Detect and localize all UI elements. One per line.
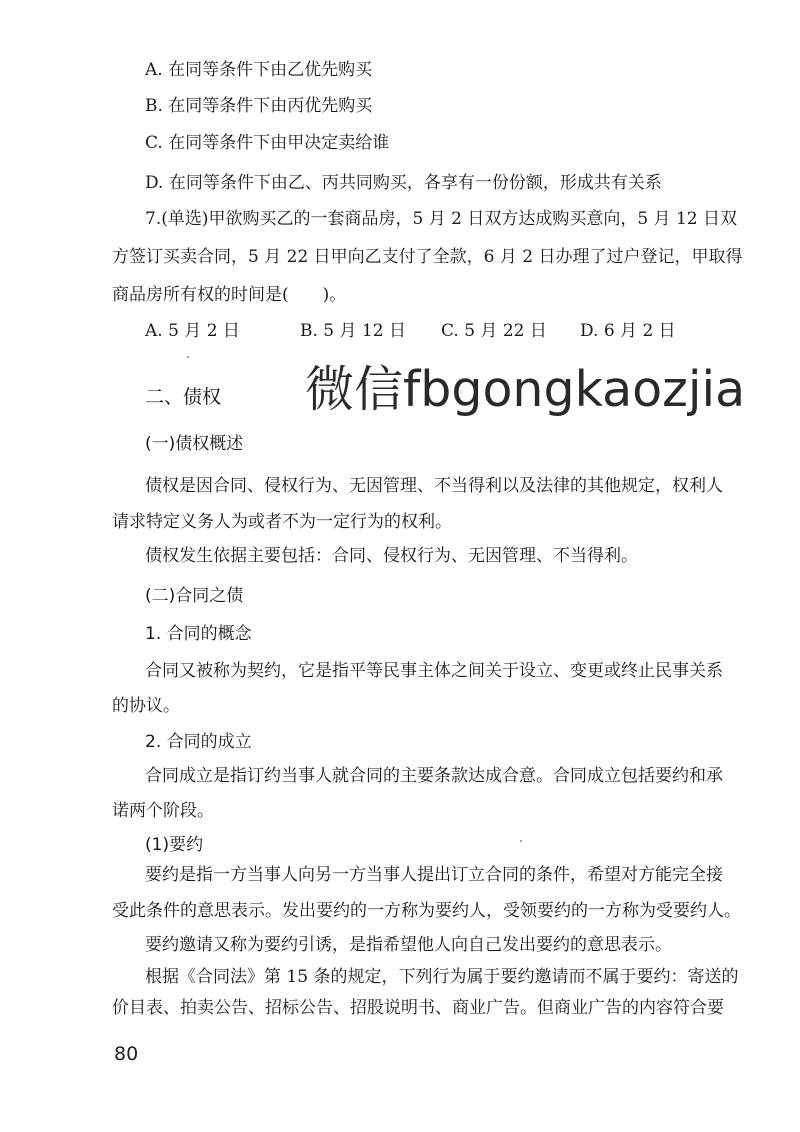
paragraph-1-line-1: 债权是因合同、侵权行为、无因管理、不当得利以及法律的其他规定，权利人 [145,476,723,496]
paragraph-2: 债权发生依据主要包括：合同、侵权行为、无因管理、不当得利。 [145,546,638,566]
scan-speck [520,840,522,842]
option-c: C. 在同等条件下由甲决定卖给谁 [145,133,390,153]
paragraph-1-line-2: 请求特定义务人为或者不为一定行为的权利。 [112,512,452,532]
item-1-title: 1. 合同的概念 [145,624,252,644]
question-7-line-3: 商品房所有权的时间是( )。 [112,285,347,305]
subsection-title-1: (一)债权概述 [145,434,244,454]
q7-option-c: C. 5 月 22 日 [441,321,547,341]
paragraph-6: 要约邀请又称为要约引诱，是指希望他人向自己发出要约的意思表示。 [145,935,672,955]
paragraph-5-line-2: 受此条件的意思表示。发出要约的一方称为要约人，受领要约的一方称为受要约人。 [112,901,741,921]
paragraph-3-line-1: 合同又被称为契约，它是指平等民事主体之间关于设立、变更或终止民事关系 [145,661,723,681]
subsection-title-2: (二)合同之债 [145,586,244,606]
scan-speck [187,356,189,358]
question-7-line-2: 方签订买卖合同，5 月 22 日甲向乙支付了全款，6 月 2 日办理了过户登记，甲取得 [112,247,743,267]
q7-option-d: D. 6 月 2 日 [580,321,676,341]
option-a: A. 在同等条件下由乙优先购买 [145,60,373,80]
paragraph-3-line-2: 的协议。 [112,696,180,716]
option-b: B. 在同等条件下由丙优先购买 [145,96,373,116]
paragraph-5-line-1: 要约是指一方当事人向另一方当事人提出订立合同的条件，希望对方能完全接 [145,865,723,885]
option-d: D. 在同等条件下由乙、丙共同购买，各享有一份份额，形成共有关系 [145,173,662,193]
watermark: 微信fbgongkaozjia [305,361,746,418]
item-2-title: 2. 合同的成立 [145,732,252,752]
q7-option-a: A. 5 月 2 日 [145,321,240,341]
q7-option-b: B. 5 月 12 日 [300,321,406,341]
item-3-title: (1)要约 [145,835,204,855]
paragraph-7-line-1: 根据《合同法》第 15 条的规定，下列行为属于要约邀请而不属于要约：寄送的 [145,967,739,987]
paragraph-4-line-2: 诺两个阶段。 [112,801,214,821]
paragraph-4-line-1: 合同成立是指订约当事人就合同的主要条款达成合意。合同成立包括要约和承 [145,766,723,786]
paragraph-7-line-2: 价目表、拍卖公告、招标公告、招股说明书、商业广告。但商业广告的内容符合要 [112,998,724,1018]
section-title: 二、债权 [145,386,222,408]
question-7-line-1: 7.(单选)甲欲购买乙的一套商品房，5 月 2 日双方达成购买意向，5 月 12 日双 [145,209,737,229]
page-number: 80 [114,1043,139,1065]
